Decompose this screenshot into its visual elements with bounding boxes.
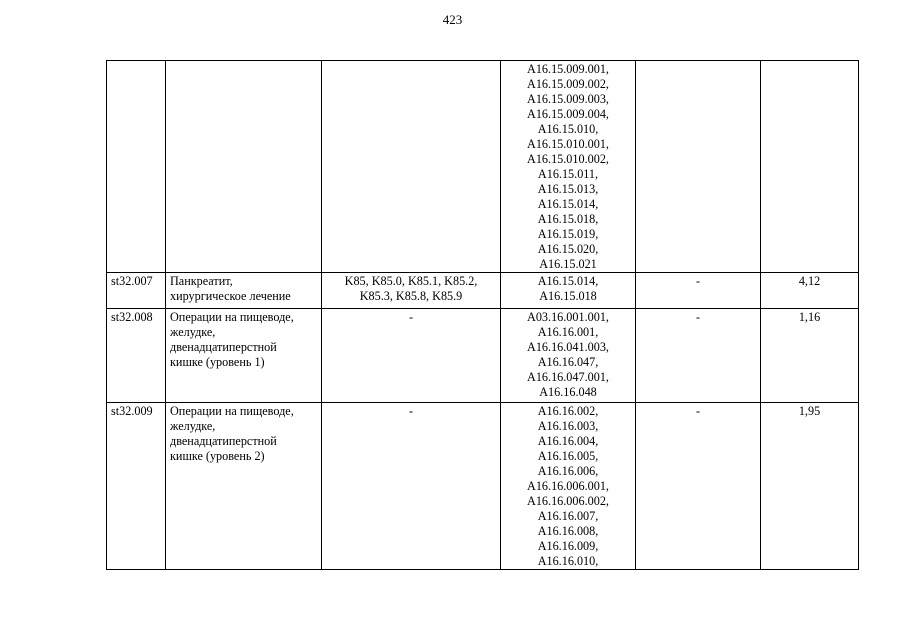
table-row <box>107 309 859 403</box>
table-row <box>107 403 859 570</box>
cell-coefficient <box>761 61 859 273</box>
cell-diagnoses-line: K85, K85.0, K85.1, K85.2, <box>344 274 478 288</box>
cell-diagnoses <box>322 309 501 403</box>
cell-services-line: A16.16.003, <box>537 419 599 433</box>
cell-services <box>501 403 636 570</box>
cell-services-line: A16.15.010, <box>537 122 599 136</box>
cell-name <box>166 403 322 570</box>
cell-criterion: - <box>636 273 761 309</box>
cell-services-line: A16.16.010, <box>537 554 599 568</box>
cell-services-line: A16.16.047.001, <box>527 370 609 384</box>
cell-services <box>501 61 636 273</box>
cell-services-line: A16.16.004, <box>537 434 599 448</box>
cell-coefficient: 1,16 <box>761 309 859 403</box>
cell-services-line: A16.15.011, <box>537 167 599 181</box>
cell-name <box>166 273 322 309</box>
cell-services-line: A16.16.008, <box>537 524 599 538</box>
tariff-table <box>106 60 859 570</box>
cell-diagnoses <box>322 403 501 570</box>
cell-services-line: A16.15.013, <box>537 182 599 196</box>
cell-name-line: кишке (уровень 1) <box>170 355 265 369</box>
cell-name-line: хирургическое лечение <box>170 289 291 303</box>
cell-services-line: A16.16.006, <box>537 464 599 478</box>
cell-services-line: A16.15.018 <box>539 289 597 303</box>
cell-services <box>501 309 636 403</box>
cell-diagnoses-line: - <box>408 310 414 324</box>
cell-services-line: A16.16.006.001, <box>527 479 609 493</box>
cell-services-line: A16.15.009.001, <box>527 62 609 76</box>
cell-services-line: A16.16.041.003, <box>527 340 609 354</box>
cell-diagnoses-line: K85.3, K85.8, K85.9 <box>359 289 463 303</box>
cell-services-line: A16.16.009, <box>537 539 599 553</box>
cell-services-line: A16.15.009.003, <box>527 92 609 106</box>
cell-coefficient: 1,95 <box>761 403 859 570</box>
cell-services-line: A03.16.001.001, <box>527 310 609 324</box>
cell-name-line: желудке, <box>170 325 216 339</box>
cell-services-line: A16.15.009.002, <box>527 77 609 91</box>
cell-services-line: A16.15.014, <box>537 274 599 288</box>
cell-services-line: A16.15.010.001, <box>527 137 609 151</box>
cell-services-line: A16.16.047, <box>537 355 599 369</box>
cell-name <box>166 309 322 403</box>
table-body <box>107 61 859 570</box>
cell-code <box>107 61 166 273</box>
cell-services-line: A16.15.021 <box>539 257 597 271</box>
cell-code: st32.008 <box>107 309 166 403</box>
cell-diagnoses-line: - <box>408 404 414 418</box>
cell-services-line: A16.15.010.002, <box>527 152 609 166</box>
cell-services-line: A16.15.014, <box>537 197 599 211</box>
cell-criterion: - <box>636 309 761 403</box>
cell-services-line: A16.16.006.002, <box>527 494 609 508</box>
cell-name <box>166 61 322 273</box>
cell-code: st32.007 <box>107 273 166 309</box>
cell-services-line: A16.15.009.004, <box>527 107 609 121</box>
cell-services <box>501 273 636 309</box>
cell-services-line: A16.16.002, <box>537 404 599 418</box>
cell-name-line: Операции на пищеводе, <box>170 404 294 418</box>
cell-code: st32.009 <box>107 403 166 570</box>
cell-diagnoses <box>322 273 501 309</box>
table-row <box>107 61 859 273</box>
cell-criterion <box>636 61 761 273</box>
cell-criterion: - <box>636 403 761 570</box>
cell-name-line: кишке (уровень 2) <box>170 449 265 463</box>
cell-name-line: желудке, <box>170 419 216 433</box>
cell-diagnoses <box>322 61 501 273</box>
cell-services-line: A16.15.020, <box>537 242 599 256</box>
cell-coefficient: 4,12 <box>761 273 859 309</box>
cell-services-line: A16.15.018, <box>537 212 599 226</box>
cell-services-line: A16.16.005, <box>537 449 599 463</box>
cell-name-line: Операции на пищеводе, <box>170 310 294 324</box>
table-row <box>107 273 859 309</box>
cell-name-line: двенадцатиперстной <box>170 434 277 448</box>
cell-services-line: A16.16.007, <box>537 509 599 523</box>
page-number: 423 <box>442 12 463 27</box>
cell-name-line: двенадцатиперстной <box>170 340 277 354</box>
cell-services-line: A16.15.019, <box>537 227 599 241</box>
cell-services-line: A16.16.048 <box>539 385 597 399</box>
cell-services-line: A16.16.001, <box>537 325 599 339</box>
cell-name-line: Панкреатит, <box>170 274 233 288</box>
